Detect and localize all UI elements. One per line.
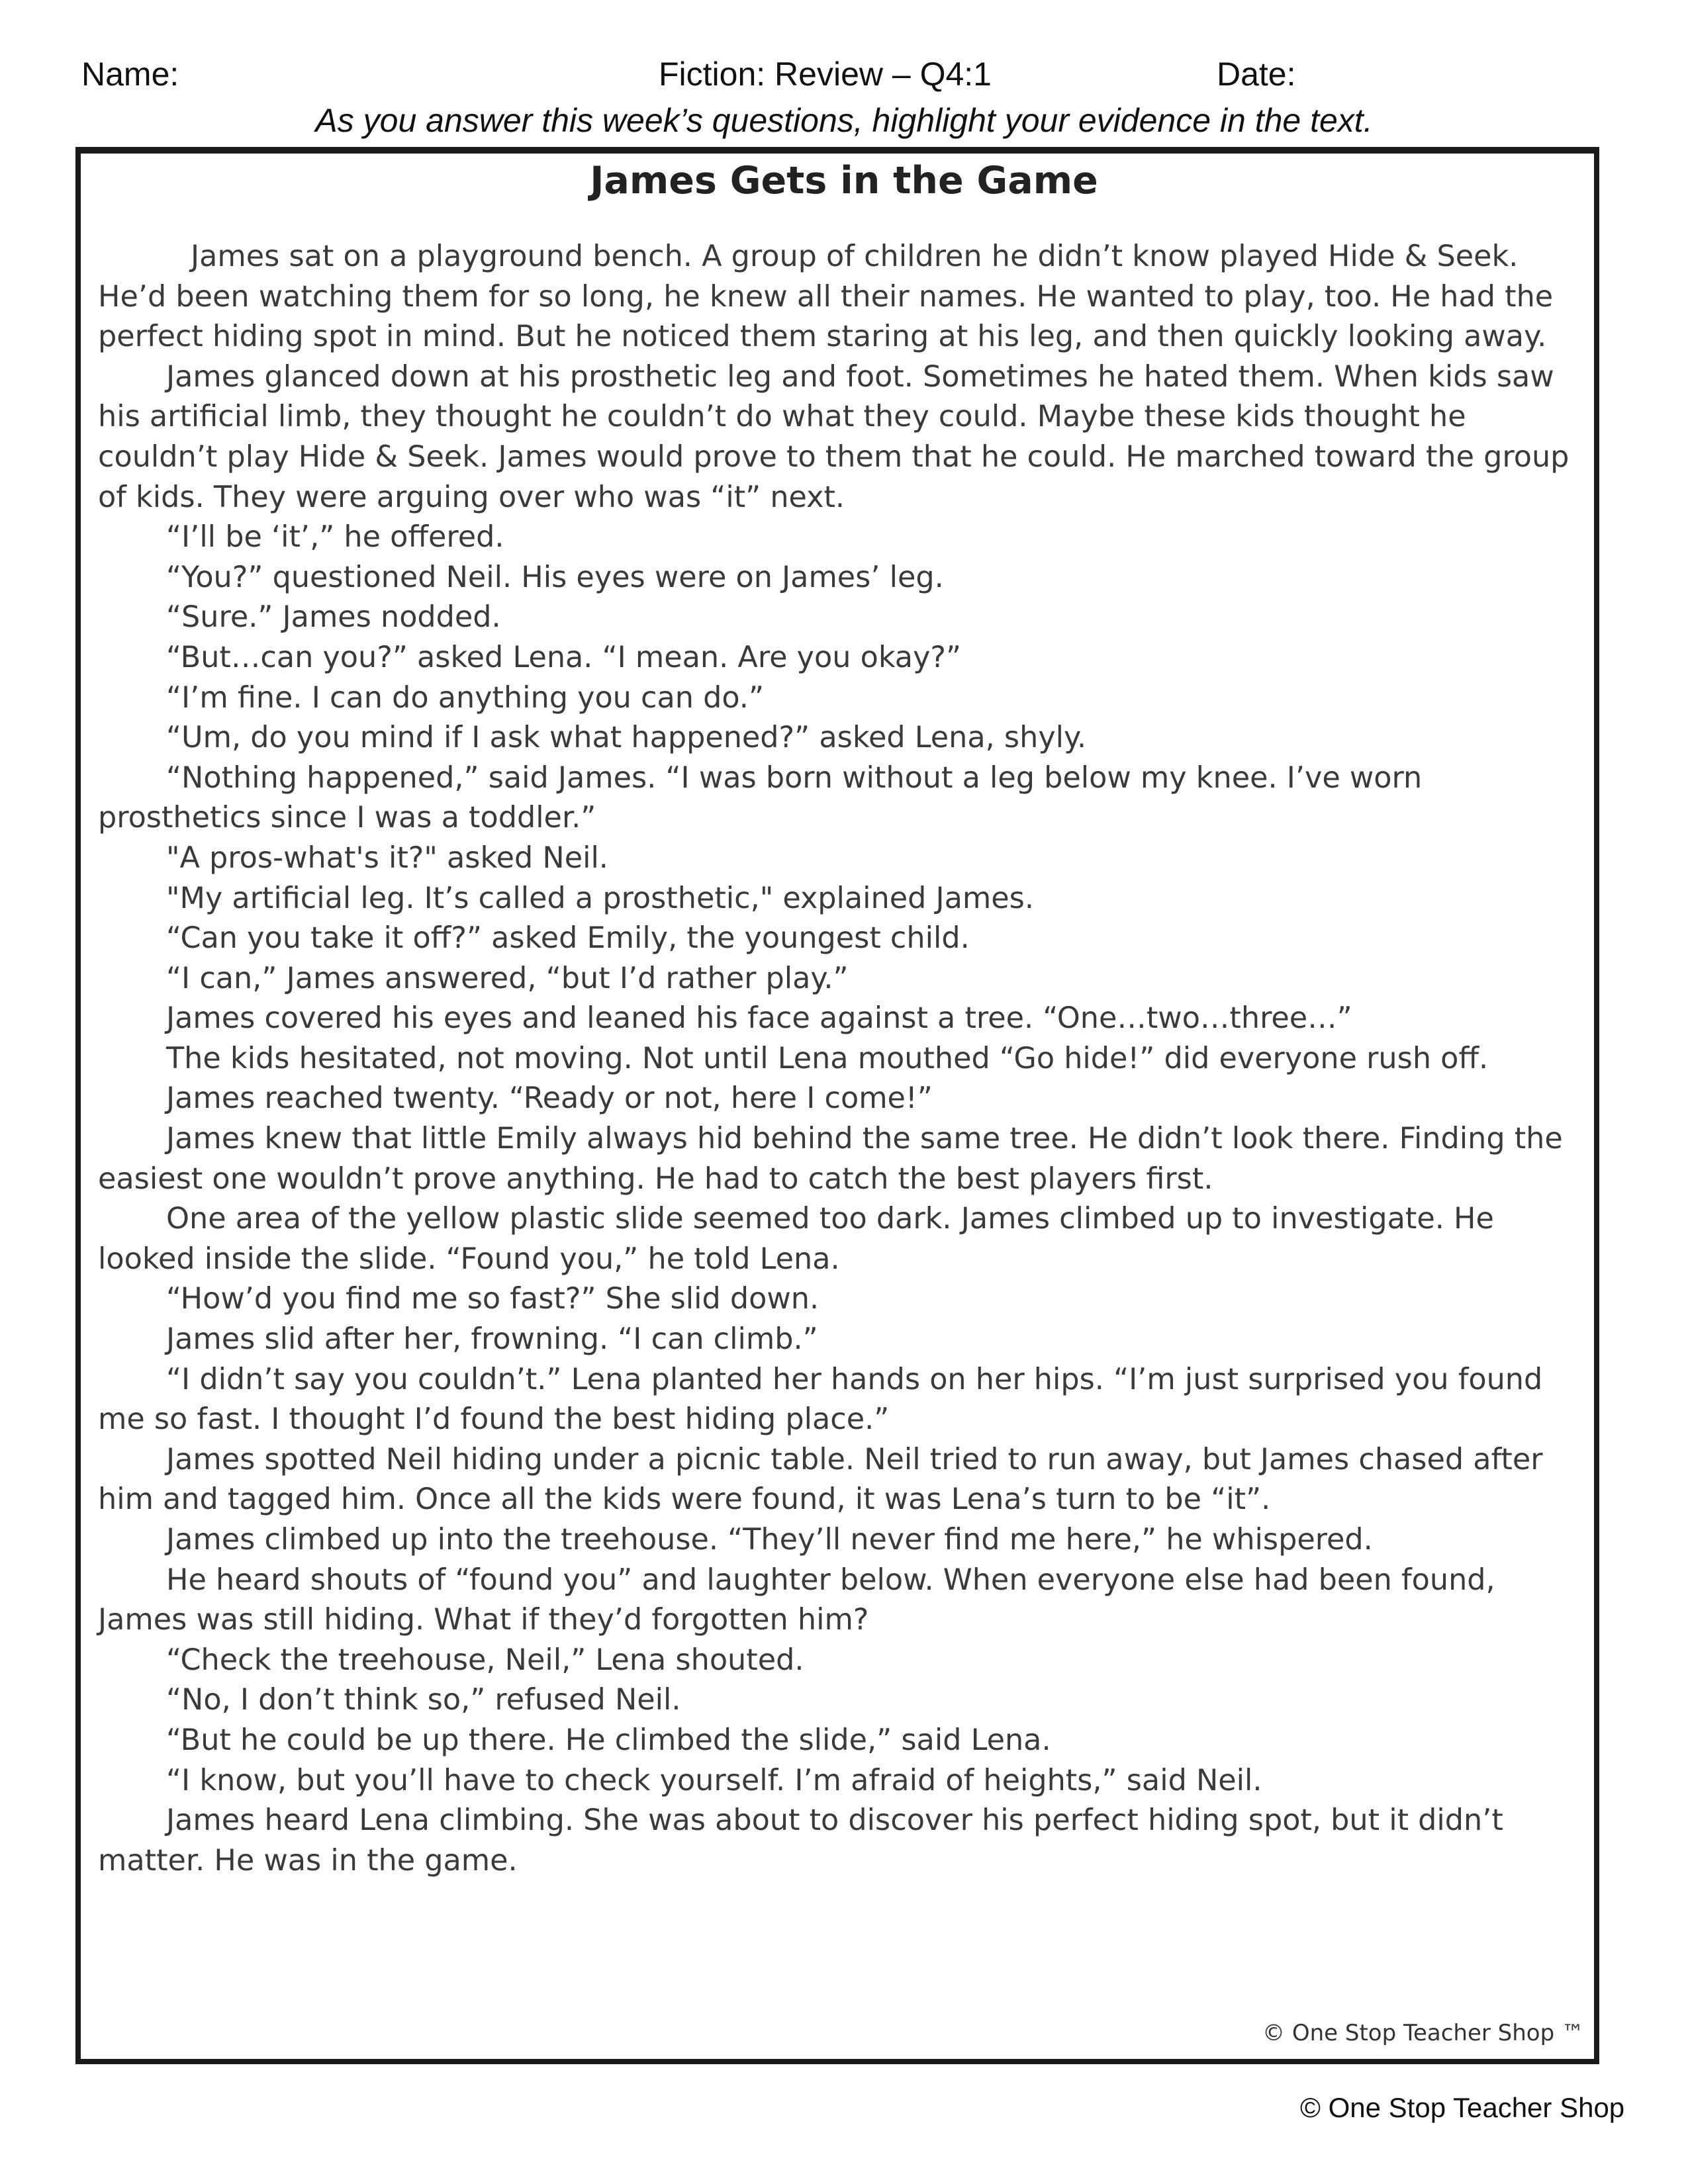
story-paragraph: He heard shouts of “found you” and laughter below. When everyone else had been found, James was still hiding. What if they’d forgotten him?	[98, 1563, 1495, 1637]
story-paragraph: “Um, do you mind if I ask what happened?” asked Lena, shyly.	[166, 721, 1087, 755]
inner-copyright: © One Stop Teacher Shop ™	[1262, 2020, 1584, 2046]
story-paragraph: “Check the treehouse, Neil,” Lena shouted.	[166, 1643, 804, 1677]
story-paragraph: The kids hesitated, not moving. Not until Lena mouthed “Go hide!” did everyone rush off.	[166, 1041, 1489, 1075]
story-paragraph: “Sure.” James nodded.	[166, 600, 501, 635]
story-body	[98, 237, 1589, 1881]
story-paragraph: “But he could be up there. He climbed the slide,” said Lena.	[166, 1723, 1051, 1757]
footer-copyright: © One Stop Teacher Shop	[1300, 2092, 1625, 2123]
story-title: James Gets in the Game	[590, 159, 1098, 203]
story-paragraph: James reached twenty. “Ready or not, here I come!”	[166, 1081, 933, 1116]
story-paragraph: James glanced down at his prosthetic leg and foot. Sometimes he hated them. When kids saw his artificial limb, they thought he couldn’t do what they could. Maybe these kids thought he couldn’t play Hide & Seek. James would prove to them that he could. He marched toward the group of kids. They were arguing over who was “it” next.	[98, 359, 1570, 514]
story-paragraph: "A pros-what's it?" asked Neil.	[166, 841, 608, 875]
story-paragraph: James knew that little Emily always hid behind the same tree. He didn’t look there. Finding the easiest one wouldn’t prove anything. He had to catch the best players first.	[98, 1122, 1563, 1196]
story-paragraph: "My artificial leg. It’s called a prosthetic," explained James.	[166, 881, 1034, 915]
story-paragraph: James slid after her, frowning. “I can climb.”	[166, 1322, 818, 1357]
instruction-text: As you answer this week’s questions, highlight your evidence in the text.	[315, 102, 1373, 139]
story-paragraph: James heard Lena climbing. She was about to discover his perfect hiding spot, but it didn’t matter. He was in the game.	[98, 1803, 1503, 1878]
story-paragraph: “I’m fine. I can do anything you can do.”	[166, 680, 764, 715]
story-paragraph: “I didn’t say you couldn’t.” Lena planted her hands on her hips. “I’m just surprised you found me so fast. I thought I’d found the best hiding place.”	[98, 1362, 1543, 1437]
story-paragraph: “Can you take it off?” asked Emily, the youngest child.	[166, 921, 970, 956]
story-paragraph: James climbed up into the treehouse. “They’ll never find me here,” he whispered.	[166, 1523, 1373, 1557]
story-paragraph: “I can,” James answered, “but I’d rather play.”	[166, 961, 849, 995]
name-label: Name:	[81, 56, 179, 93]
story-paragraph: “No, I don’t think so,” refused Neil.	[166, 1683, 681, 1717]
worksheet-title: Fiction: Review – Q4:1	[659, 56, 992, 93]
story-paragraph: One area of the yellow plastic slide seemed too dark. James climbed up to investigate. He looked inside the slide. “Found you,” he told Lena.	[98, 1202, 1494, 1276]
story-paragraph: James sat on a playground bench. A group of children he didn’t know played Hide & Seek. He’d been watching them for so long, he knew all their names. He wanted to play, too. He had the perfect hiding spot in mind. But he noticed them staring at his leg, and then quickly looking away.	[98, 240, 1554, 354]
story-paragraph: “Nothing happened,” said James. “I was born without a leg below my knee. I’ve worn prosthetics since I was a toddler.”	[98, 760, 1423, 835]
story-paragraph: “I’ll be ‘it’,” he offered.	[166, 520, 504, 555]
story-paragraph: “But…can you?” asked Lena. “I mean. Are you okay?”	[166, 640, 962, 674]
story-paragraph: James spotted Neil hiding under a picnic table. Neil tried to run away, but James chased after him and tagged him. Once all the kids were found, it was Lena’s turn to be “it”.	[98, 1442, 1543, 1517]
date-label: Date:	[1217, 56, 1296, 93]
story-paragraph: “You?” questioned Neil. His eyes were on James’ leg.	[166, 560, 944, 594]
story-paragraph: “How’d you find me so fast?” She slid down.	[166, 1282, 820, 1316]
story-paragraph: “I know, but you’ll have to check yourself. I’m afraid of heights,” said Neil.	[166, 1763, 1262, 1797]
story-paragraph: James covered his eyes and leaned his face against a tree. “One…two…three…”	[166, 1001, 1352, 1036]
